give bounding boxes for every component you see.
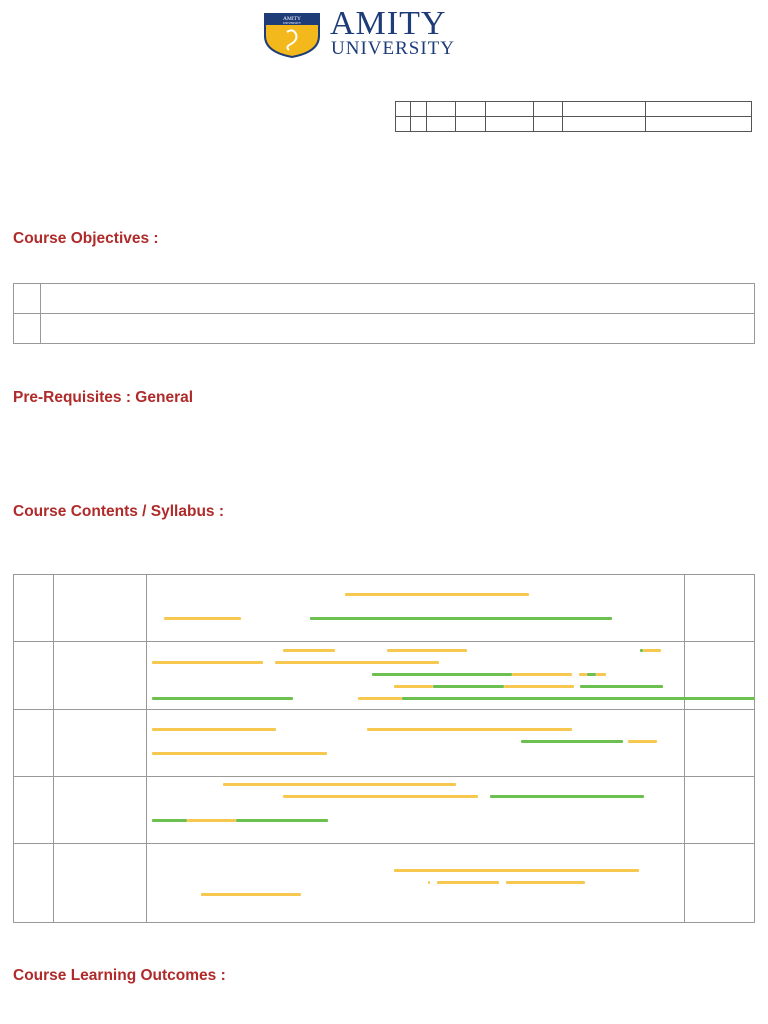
course-objectives-heading: Course Objectives : (13, 230, 159, 247)
highlight-mark (504, 685, 574, 688)
university-crest-icon (263, 12, 321, 58)
table-row (14, 710, 755, 777)
highlight-mark (512, 673, 572, 676)
svg-text:UNIVERSITY: UNIVERSITY (283, 21, 301, 25)
highlight-mark (367, 728, 572, 731)
highlight-mark (236, 819, 328, 822)
highlight-mark (490, 795, 644, 798)
highlight-mark (506, 881, 585, 884)
highlight-mark (187, 819, 236, 822)
highlight-mark (433, 685, 504, 688)
prerequisites-heading: Pre-Requisites : General (13, 389, 194, 406)
highlight-mark (402, 697, 755, 700)
svg-text:AMITY: AMITY (282, 16, 302, 22)
highlight-mark (521, 740, 623, 743)
logo-name: AMITY (330, 5, 447, 42)
syllabus-table (13, 574, 755, 923)
highlight-mark (310, 617, 612, 620)
course-info-grid (395, 101, 752, 132)
highlight-mark (275, 661, 439, 664)
table-row (14, 314, 755, 344)
highlight-mark (394, 685, 433, 688)
highlight-mark (387, 649, 467, 652)
highlight-mark (437, 881, 499, 884)
highlight-mark (596, 673, 606, 676)
highlight-mark (152, 697, 293, 700)
highlight-mark (283, 795, 478, 798)
highlight-mark (152, 752, 327, 755)
highlight-mark (394, 869, 639, 872)
course-learning-outcomes-heading: Course Learning Outcomes : (13, 967, 226, 984)
logo-subtitle: UNIVERSITY (331, 38, 455, 59)
table-row (14, 777, 755, 844)
highlight-mark (345, 593, 529, 596)
highlight-mark (580, 685, 663, 688)
table-row (14, 575, 755, 642)
highlight-mark (628, 740, 657, 743)
highlight-mark (587, 673, 596, 676)
table-row (14, 284, 755, 314)
highlight-mark (358, 697, 402, 700)
highlight-mark (579, 673, 587, 676)
table-row (14, 844, 755, 923)
highlight-mark (152, 661, 263, 664)
highlight-mark (152, 819, 187, 822)
highlight-mark (152, 728, 276, 731)
highlight-mark (283, 649, 335, 652)
course-contents-heading: Course Contents / Syllabus : (13, 503, 225, 520)
highlight-mark (201, 893, 301, 896)
objectives-table (13, 283, 755, 344)
highlight-mark (643, 649, 661, 652)
highlight-mark (428, 881, 430, 884)
highlight-mark (223, 783, 456, 786)
highlight-mark (164, 617, 241, 620)
highlight-mark (372, 673, 512, 676)
